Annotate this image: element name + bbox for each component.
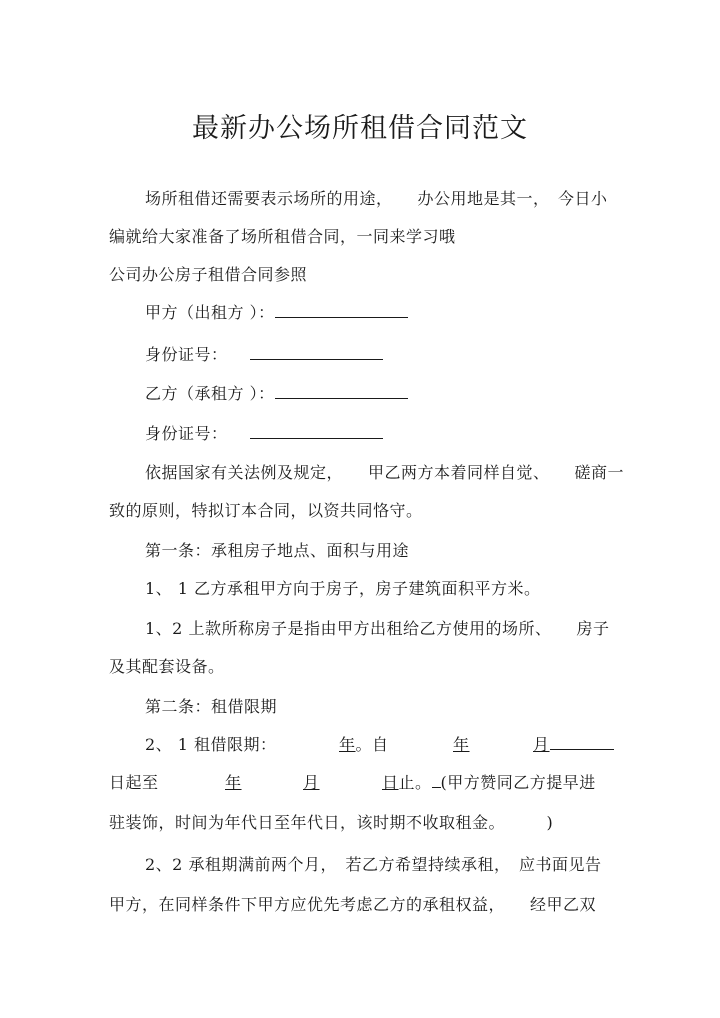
clause-1-2-line-1: 1、2 上款所称房子是指由甲方出租给乙方使用的场所、 房子 — [145, 619, 610, 638]
party-b-row — [145, 381, 408, 404]
end-year: 年 — [225, 773, 242, 792]
from-text: 。自 — [355, 735, 389, 754]
end-month: 月 — [303, 773, 320, 792]
day-from: 日起至 — [109, 773, 159, 792]
preamble-line-1: 依据国家有关法例及规定， 甲乙两方本着同样自觉、 磋商一 — [145, 463, 625, 482]
party-b-id-label: 身份证号： — [145, 424, 228, 443]
party-b-id-blank[interactable] — [250, 421, 383, 439]
end-day — [382, 770, 596, 793]
clause-2-1-note: (甲方赞同乙方提早进 — [440, 773, 596, 792]
preamble-line-2: 致的原则，特拟订本合同，以资共同恪守。 — [109, 501, 423, 520]
party-b-blank[interactable] — [275, 381, 408, 399]
party-a-id-row — [145, 342, 383, 365]
start-day-blank[interactable] — [550, 732, 614, 750]
clause-2-1-year — [339, 732, 389, 755]
party-a-blank[interactable] — [275, 300, 408, 318]
party-a-row — [145, 300, 408, 323]
article-2-title: 第二条：租借限期 — [145, 697, 278, 716]
start-month: 月 — [533, 732, 614, 755]
party-b-label: 乙方（承租方 ）： — [145, 384, 275, 403]
clause-2-2-line-2: 甲方，在同样条件下甲方应优先考虑乙方的承租权益， 经甲乙双 — [109, 895, 597, 914]
clause-2-1-line-3: 驻装饰，时间为年代日至年代日，该时期不收取租金。 ) — [109, 813, 554, 832]
clause-1-2-line-2: 及其配套设备。 — [109, 657, 225, 676]
clause-2-1-label: 2、 1 租借限期： — [145, 735, 277, 754]
stop-text: 止。 — [398, 773, 432, 792]
term-year: 年 — [339, 735, 356, 754]
intro-line-1: 场所租借还需要表示场所的用途， 办公用地是其一， 今日小 — [145, 189, 608, 208]
article-1-title: 第一条：承租房子地点、面积与用途 — [145, 541, 410, 560]
document-title: 最新办公场所租借合同范文 — [192, 113, 528, 144]
stop-blank[interactable] — [432, 770, 441, 788]
contract-subtitle: 公司办公房子租借合同参照 — [109, 265, 308, 284]
party-b-id-row — [145, 421, 383, 444]
start-year: 年 — [453, 735, 470, 754]
party-a-id-blank[interactable] — [250, 342, 383, 360]
clause-2-2-line-1: 2、2 承租期满前两个月， 若乙方希望持续承租， 应书面见告 — [145, 855, 602, 874]
party-a-id-label: 身份证号： — [145, 345, 228, 364]
party-a-label: 甲方（出租方 ）： — [145, 303, 275, 322]
intro-line-2: 编就给大家准备了场所租借合同，一同来学习哦 — [109, 227, 456, 246]
clause-1-1: 1、 1 乙方承租甲方向于房子，房子建筑面积平方米。 — [145, 579, 541, 598]
end-day-char: 日 — [382, 773, 399, 792]
